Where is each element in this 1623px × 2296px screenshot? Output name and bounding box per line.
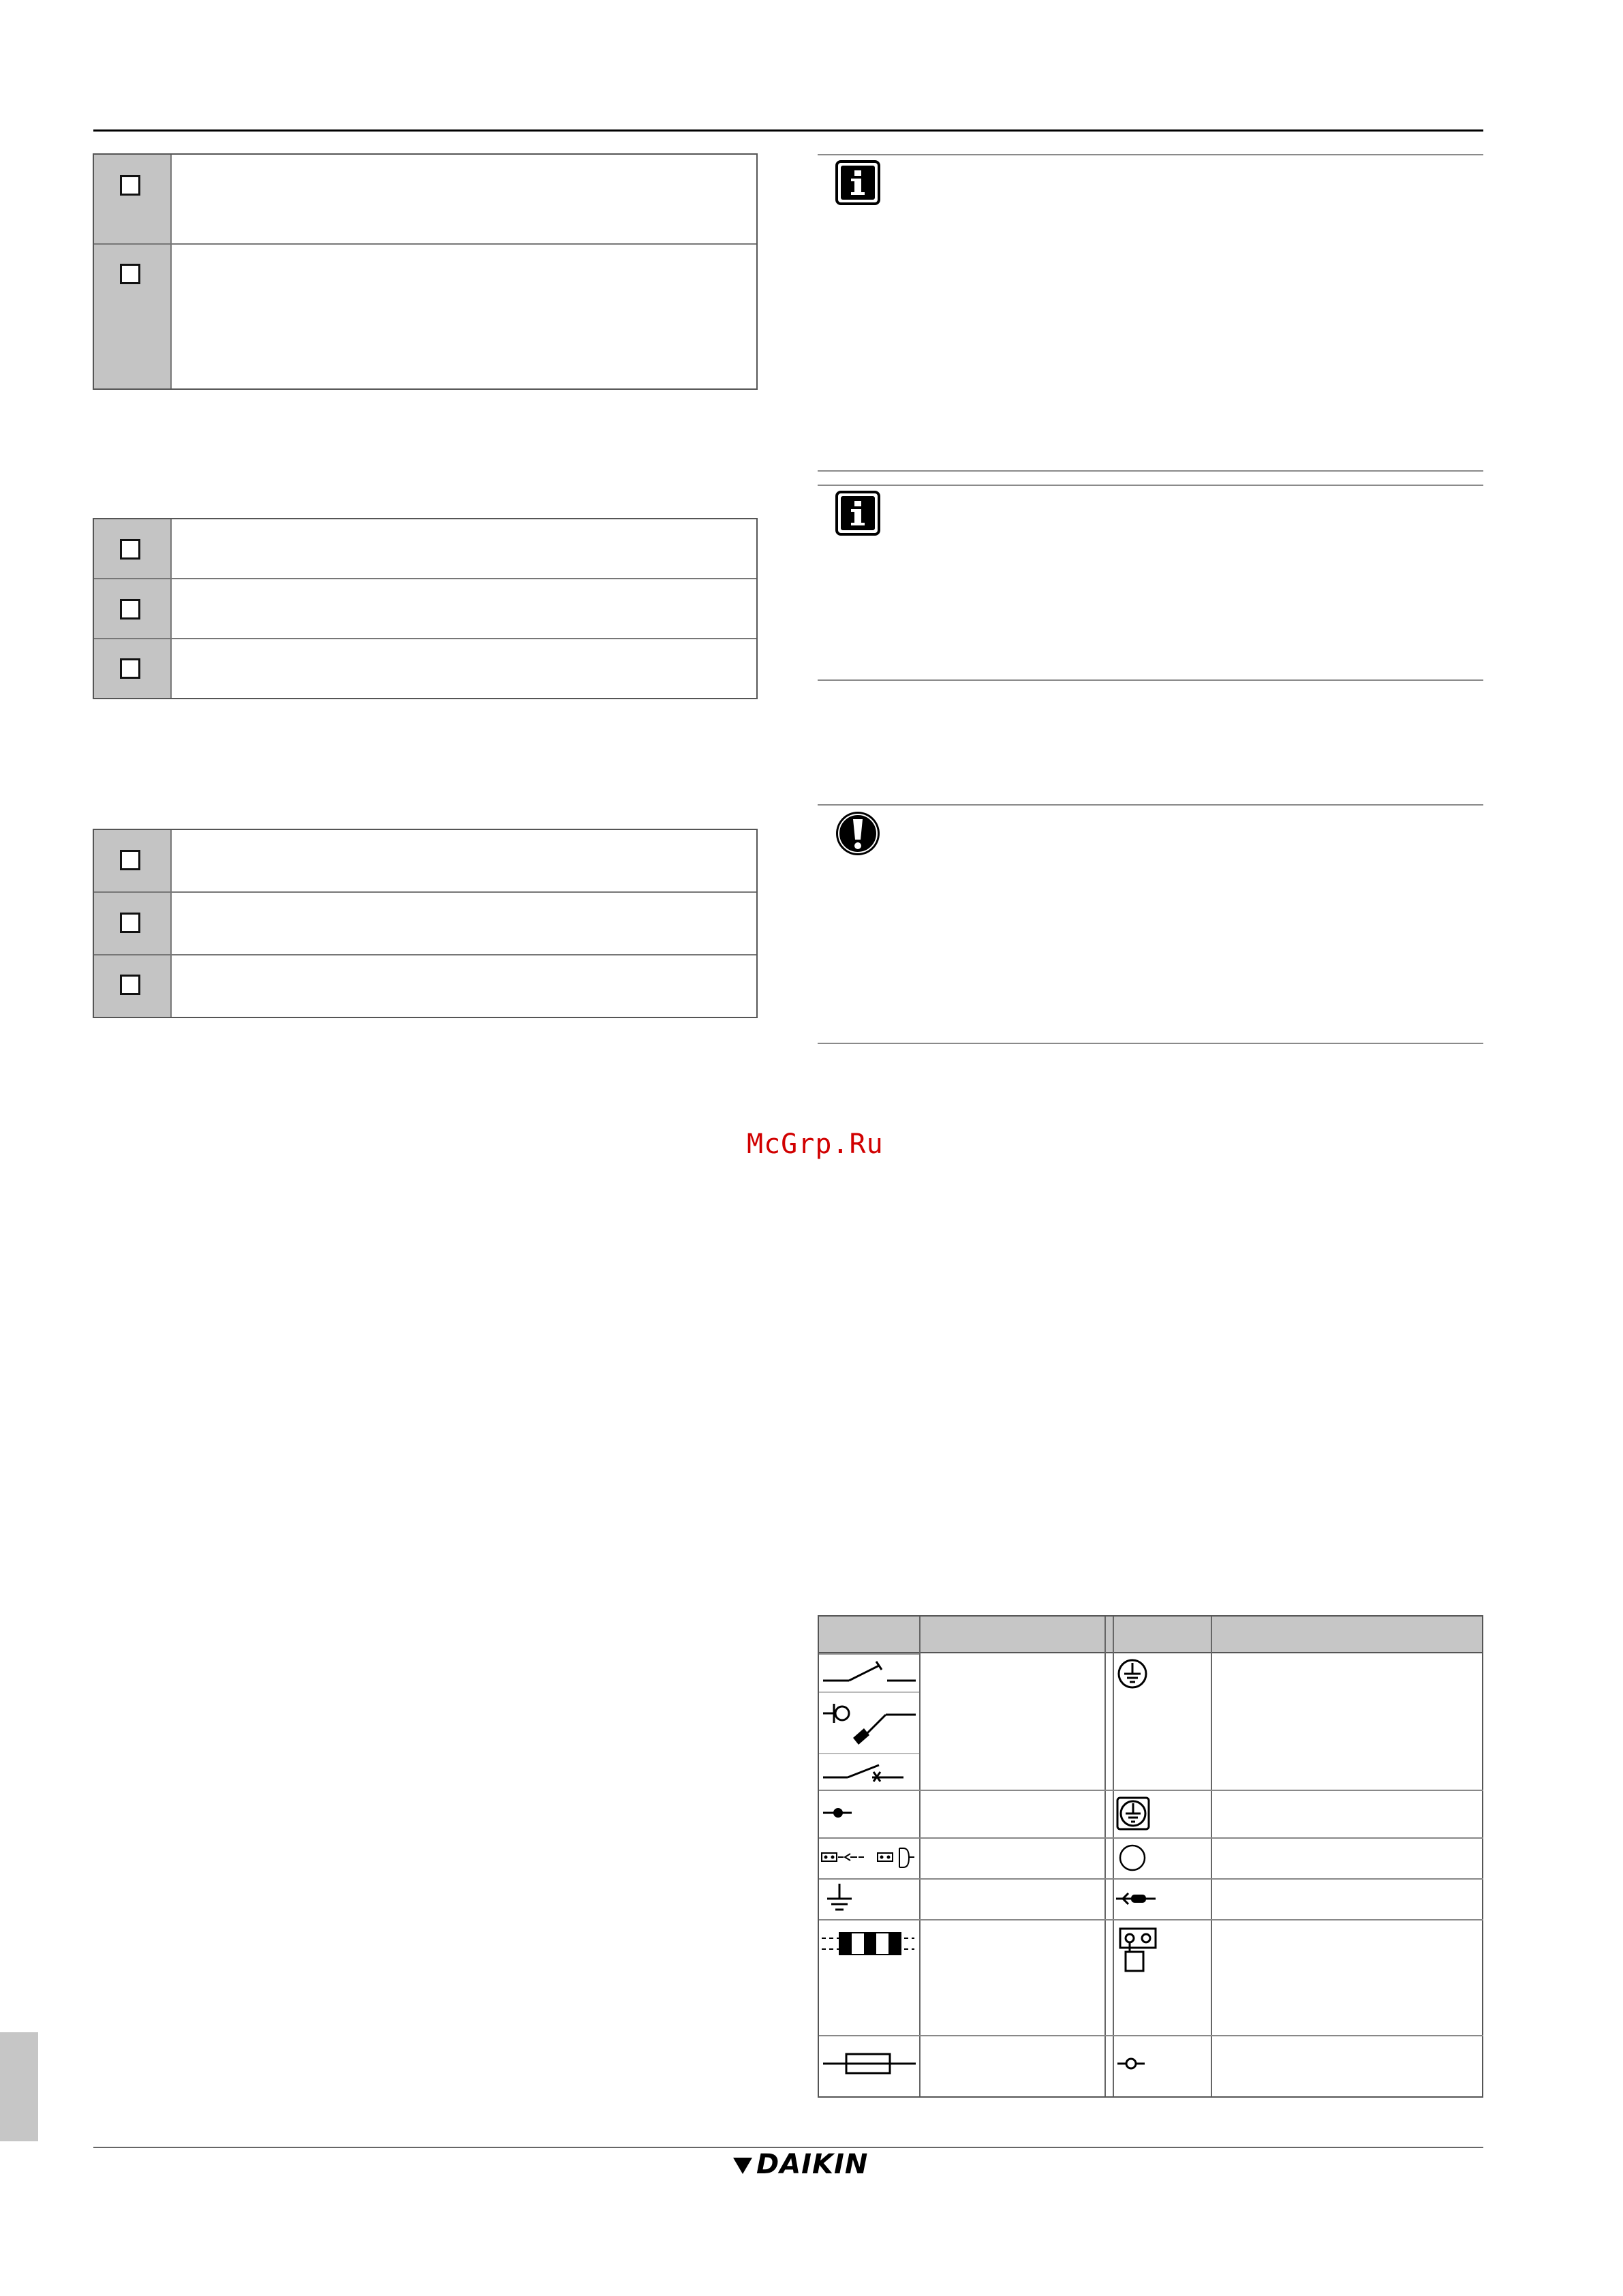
checkbox[interactable] [120,913,140,933]
terminal-circle-icon [1115,1843,1210,1874]
protective-earth-icon [1115,1657,1210,1692]
wiring-legend-table [818,1615,1483,2098]
daikin-logo [733,2149,868,2180]
checklist-row [94,830,756,893]
fuse-icon [822,2049,917,2079]
checklist-row [94,519,756,579]
checkbox[interactable] [120,539,140,560]
legend-table-header [819,1617,1482,1653]
checkbox[interactable] [120,264,140,284]
notice-2-top-rule [818,485,1483,486]
checklist-table-2 [93,518,758,699]
ground-icon [822,1881,917,1916]
checkbox[interactable] [120,850,140,870]
switch-icon [822,1757,917,1787]
switch-icon [822,1657,917,1687]
notice-1-bottom-rule [818,470,1483,472]
chapter-tab [0,2032,38,2141]
terminal-strip-icon [1115,1925,1210,1979]
checklist-row [94,639,756,698]
info-icon [835,491,880,536]
checklist-row [94,155,756,245]
checkbox[interactable] [120,975,140,995]
noiseless-earth-icon [1115,1795,1210,1833]
daikin-logo-mark [733,2158,752,2174]
checkbox[interactable] [120,658,140,679]
header-rule [93,129,1483,132]
checkbox[interactable] [120,175,140,196]
checklist-row [94,893,756,955]
notice-2-bottom-rule [818,679,1483,681]
switch-icon [822,1694,917,1751]
checkbox[interactable] [120,599,140,619]
checklist-row [94,955,756,1017]
wire-shield-icon [820,1930,918,1957]
checklist-row [94,579,756,639]
exclamation-icon [834,810,882,857]
checklist-table-3 [93,829,758,1018]
connection-icon [1115,1885,1210,1912]
notice-1-top-rule [818,154,1483,155]
field-wiring-icon [1115,2049,1210,2079]
checklist-table-1 [93,153,758,390]
contact-bullet-icon [822,1799,917,1826]
watermark: McGrp.Ru [747,1129,884,1160]
checklist-row [94,245,756,388]
logo-text: DAIKIN [756,2149,869,2180]
footer-rule [93,2147,1483,2148]
info-icon [835,160,880,205]
notice-3-top-rule [818,804,1483,806]
connector-icon [820,1844,918,1871]
notice-3-bottom-rule [818,1043,1483,1044]
